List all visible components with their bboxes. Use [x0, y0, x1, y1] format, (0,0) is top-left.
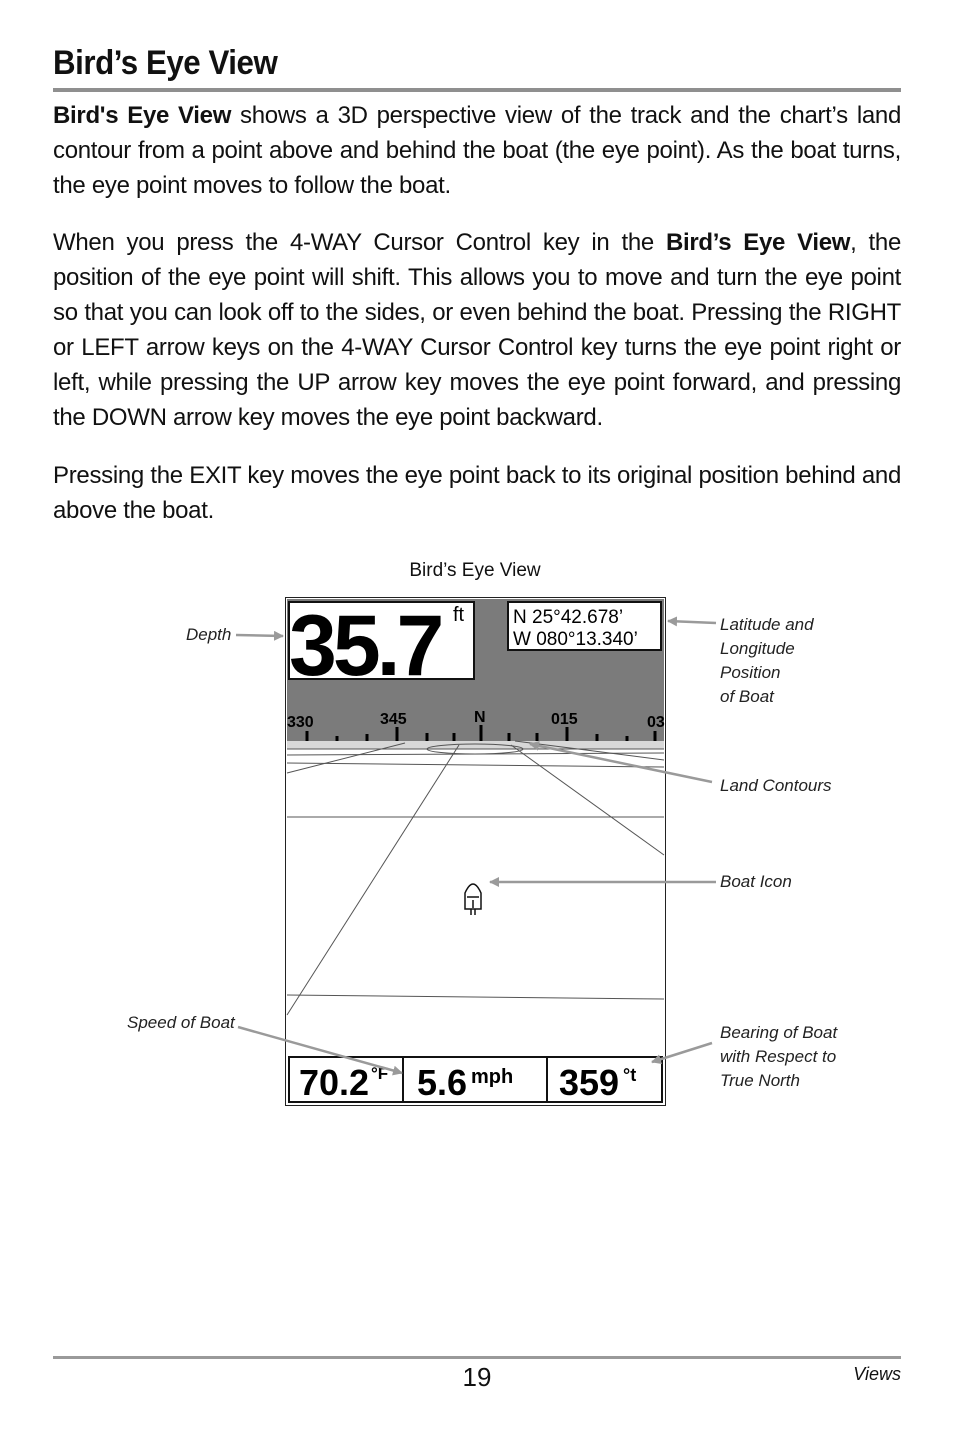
- callout-latlon-line-1: Latitude and: [720, 615, 814, 634]
- callout-land-contours: Land Contours: [720, 776, 832, 795]
- speed-value: 5.6: [417, 1062, 468, 1103]
- callout-latlon: [720, 613, 850, 709]
- paragraph-intro-text: shows a 3D perspective view of the track and the chart’s land contour from a point above and behind the boat (the eye point). As the boat turns, the eye point moves to follow the boat.: [53, 102, 901, 199]
- depth-unit: ft: [453, 604, 465, 626]
- callout-depth: Depth: [186, 625, 232, 644]
- compass-label-345: 345: [380, 711, 407, 728]
- paragraph-cursor-start: When you press the 4-WAY Cursor Control key in the: [53, 229, 666, 256]
- longitude-value: W 080°13.340’: [513, 629, 638, 650]
- temperature-unit: °F: [371, 1064, 389, 1083]
- page-number: 19: [462, 1362, 492, 1392]
- arrow-latlon: [668, 621, 716, 623]
- paragraph-exit-key: Pressing the EXIT key moves the eye point back to its original position behind and above the boat.: [53, 462, 901, 524]
- bearing-unit: °t: [623, 1065, 637, 1085]
- callout-latlon-line-2: Longitude: [720, 639, 795, 658]
- term-birds-eye-view: Bird's Eye View: [53, 102, 232, 129]
- section-name: Views: [853, 1364, 901, 1384]
- paragraph-intro: [53, 98, 901, 203]
- compass-label-030: 03: [647, 714, 665, 731]
- arrow-depth: [236, 635, 283, 636]
- paragraph-cursor-control: [53, 225, 901, 435]
- compass-label-015: 015: [551, 711, 578, 728]
- birds-eye-screen: [285, 597, 666, 1106]
- depth-value: 35.7: [289, 598, 441, 694]
- compass-label-n: N: [474, 709, 486, 726]
- footer-rule: [53, 1356, 901, 1359]
- callout-speed: Speed of Boat: [127, 1013, 235, 1032]
- title-rule: [53, 88, 901, 92]
- latitude-value: N 25°42.678’: [513, 607, 624, 628]
- paragraph-cursor-rest: , the position of the eye point will shift. This allows you to move and turn the eye point so that you can look off to the sides, or even behind the boat. Pressing the RIGHT or LEFT arrow keys on the 4-WAY Cursor Control key turns the eye point right or left, while pressing the UP arrow key moves the eye point forward, and pressing the DOWN arrow key moves the eye point backward.: [53, 229, 901, 431]
- callout-boat-icon: Boat Icon: [720, 872, 792, 891]
- callout-latlon-line-4: of Boat: [720, 687, 774, 706]
- bearing-value: 359: [559, 1062, 620, 1103]
- speed-unit: mph: [471, 1066, 514, 1088]
- callout-bearing-line-1: Bearing of Boat: [720, 1023, 838, 1042]
- callout-bearing-line-2: with Respect to: [720, 1047, 837, 1066]
- term-birds-eye-view-2: Bird’s Eye View: [665, 229, 851, 256]
- page-title: Bird’s Eye View: [53, 44, 278, 82]
- compass-label-330: 330: [287, 714, 314, 731]
- callout-bearing: [720, 1021, 860, 1093]
- temperature-value: 70.2: [299, 1062, 370, 1103]
- figure-caption: Bird’s Eye View: [409, 560, 541, 581]
- callout-latlon-line-3: Position: [720, 663, 781, 682]
- callout-bearing-line-3: True North: [720, 1071, 800, 1090]
